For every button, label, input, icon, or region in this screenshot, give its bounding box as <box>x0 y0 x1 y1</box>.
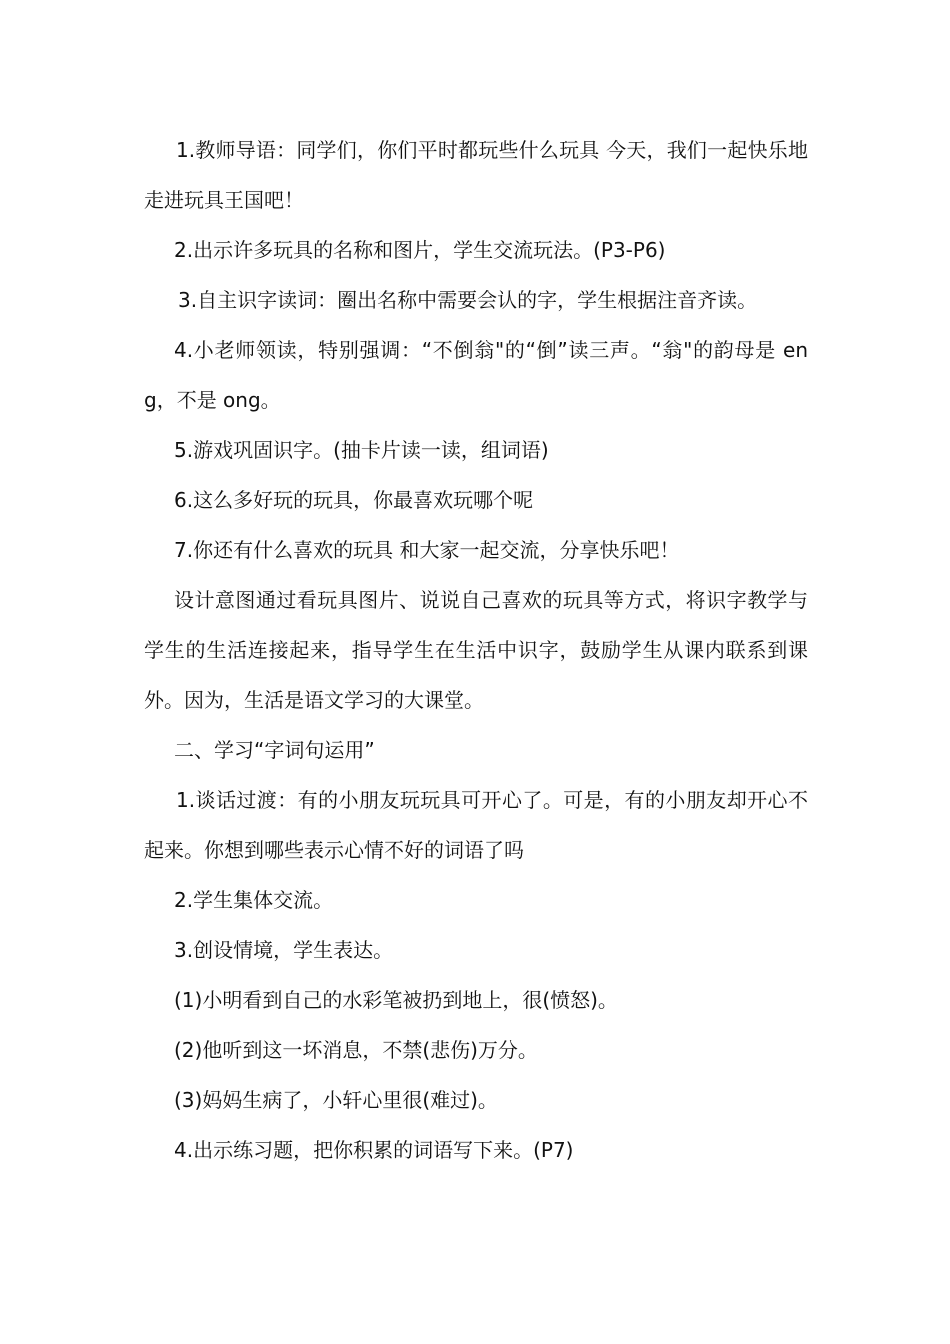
paragraph-teacher-intro: 1.教师导语：同学们，你们平时都玩些什么玩具 今天，我们一起快乐地走进玩具王国吧！ <box>144 138 808 212</box>
paragraph-share-toys: 7.你还有什么喜欢的玩具 和大家一起交流，分享快乐吧！ <box>174 538 680 562</box>
paragraph-example-2: (2)他听到这一坏消息，不禁(悲伤)万分。 <box>174 1038 538 1062</box>
paragraph-transition-talk: 1.谈话过渡：有的小朋友玩玩具可开心了。可是，有的小朋友却开心不起来。你想到哪些表示心情不好的词语了吗 <box>144 788 808 862</box>
paragraph-show-toys: 2.出示许多玩具的名称和图片，学生交流玩法。(P3-P6) <box>174 238 666 262</box>
section-heading-word-usage: 二、学习“字词句运用” <box>174 738 375 762</box>
paragraph-favorite-toy: 6.这么多好玩的玩具，你最喜欢玩哪个呢 <box>174 488 534 512</box>
paragraph-self-literacy: 3.自主识字读词：圈出名称中需要会认的字，学生根据注音齐读。 <box>178 288 758 312</box>
paragraph-example-3: (3)妈妈生病了，小轩心里很(难过)。 <box>174 1088 498 1112</box>
paragraph-game-review: 5.游戏巩固识字。(抽卡片读一读，组词语) <box>174 438 549 462</box>
document-body <box>144 125 808 1175</box>
paragraph-example-1: (1)小明看到自己的水彩笔被扔到地上，很(愤怒)。 <box>174 988 618 1012</box>
paragraph-group-exchange: 2.学生集体交流。 <box>174 888 334 912</box>
paragraph-little-teacher: 4.小老师领读，特别强调：“不倒翁"的“倒”读三声。“翁"的韵母是 eng，不是 ong。 <box>144 338 808 412</box>
paragraph-exercise: 4.出示练习题，把你积累的词语写下来。(P7) <box>174 1138 574 1162</box>
paragraph-design-intent: 设计意图通过看玩具图片、说说自己喜欢的玩具等方式，将识字教学与学生的生活连接起来，指导学生在生活中识字，鼓励学生从课内联系到课外。因为，生活是语文学习的大课堂。 <box>144 588 808 712</box>
paragraph-create-scene: 3.创设情境，学生表达。 <box>174 938 394 962</box>
